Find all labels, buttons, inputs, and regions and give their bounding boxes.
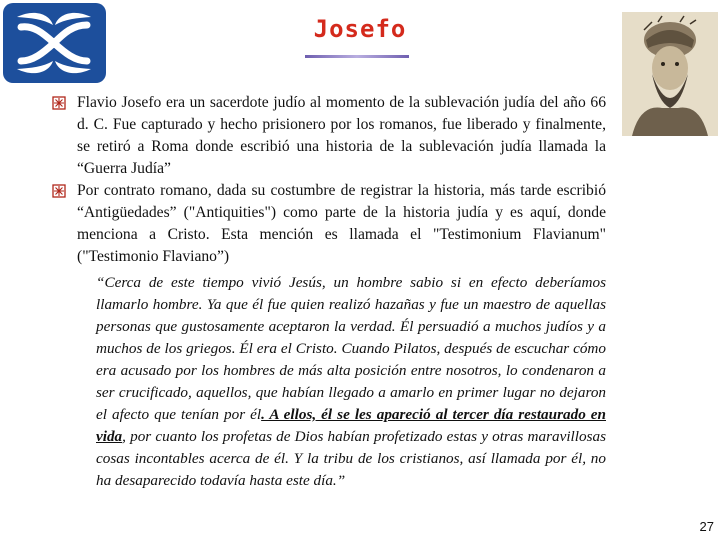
title-underline [305, 55, 409, 58]
ornament-square-icon [52, 96, 66, 110]
portrait-image [622, 12, 718, 136]
testimonium-quote [96, 272, 606, 492]
paragraph-josefo-intro: Flavio Josefo era un sacerdote judío al momento de la sublevación judía del año 66 d. C. Fue capturado y hecho prisionero por los romanos, fue liberado y finalmente, se retiró a Roma donde escribió una historia de la sublevación judía llamada la “Guerra Judía” [77, 94, 606, 177]
page-title: Josefo [313, 15, 407, 43]
portrait-engraving-icon [622, 12, 718, 136]
ornament-square-icon [52, 184, 66, 198]
quote-emphasis: . A ellos, él se les apareció al tercer día restaurado en vida [96, 406, 606, 445]
quote-text-start: “Cerca de este tiempo vivió Jesús, un hombre sabio si en efecto deberíamos llamarlo hombre. Ya que él fue quien realizó hazañas y fue un maestro de aquellas personas que gustosamente aceptaron la verdad. Él persuadió a muchos judíos y a muchos de los griegos. Él era el Cristo. Cuando Pilatos, después de escuchar cómo era acusado por los hombres de más alta posición entre nosotros, lo condenaron a ser crucificado, aquellos, que habían llegado a amarlo en primer lugar no dejaron el afecto que tenían por él [96, 274, 606, 423]
page-number: 27 [699, 519, 714, 534]
quote-text-end: , por cuanto los profetas de Dios habían profetizado estas y otras maravillosas cosas incontables acerca de él. Y la tribu de los cristianos, así llamada por él, no ha desaparecido todavía hasta este día.” [96, 428, 606, 489]
paragraph-antiquities: Por contrato romano, dada su costumbre de registrar la historia, más tarde escribió “Antigüedades” ("Antiquities") como parte de la historia judía y es aquí, donde menciona a Cristo. Esta mención es llamada el "Testimonium Flavianum" ("Testimonio Flaviano”) [77, 182, 606, 265]
